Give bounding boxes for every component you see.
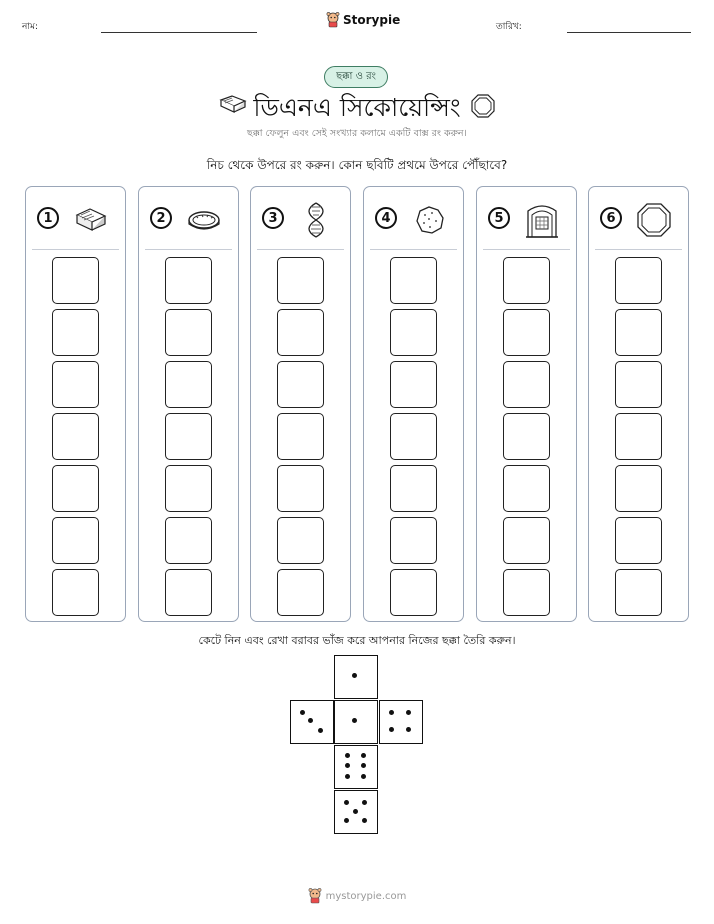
- color-box[interactable]: [503, 257, 550, 304]
- column-5: [476, 186, 577, 622]
- color-box[interactable]: [277, 465, 324, 512]
- temple-icon: [523, 201, 561, 239]
- name-field[interactable]: [101, 32, 257, 33]
- color-box[interactable]: [615, 569, 662, 616]
- die-face-1: [334, 655, 378, 699]
- color-box[interactable]: [615, 361, 662, 408]
- color-box[interactable]: [615, 413, 662, 460]
- mascot-icon: [326, 12, 340, 28]
- color-box[interactable]: [615, 309, 662, 356]
- subtitle: ছক্কা ফেলুন এবং সেই সংখ্যার কলামে একটি বাক্স রং করুন।: [247, 128, 467, 139]
- color-box[interactable]: [390, 257, 437, 304]
- color-box[interactable]: [390, 569, 437, 616]
- date-label: তারিখ:: [496, 22, 522, 32]
- color-box[interactable]: [277, 309, 324, 356]
- color-box[interactable]: [52, 517, 99, 564]
- footer-url[interactable]: mystorypie.com: [325, 890, 407, 902]
- color-box[interactable]: [503, 517, 550, 564]
- column-number: 5: [488, 207, 510, 229]
- column-2: [138, 186, 239, 622]
- color-box[interactable]: [615, 257, 662, 304]
- column-number: 3: [262, 207, 284, 229]
- open-book-icon: [72, 201, 110, 239]
- die-face-4: [379, 700, 423, 744]
- color-box[interactable]: [390, 309, 437, 356]
- color-box[interactable]: [503, 309, 550, 356]
- color-box[interactable]: [277, 517, 324, 564]
- color-box[interactable]: [390, 413, 437, 460]
- date-field[interactable]: [567, 32, 691, 33]
- color-box[interactable]: [277, 569, 324, 616]
- column-number: 1: [37, 207, 59, 229]
- column-number: 4: [375, 207, 397, 229]
- die-face-6: [334, 745, 378, 789]
- color-box[interactable]: [503, 465, 550, 512]
- color-box[interactable]: [165, 413, 212, 460]
- dna-helix-icon: [297, 201, 335, 239]
- brand-name: Storypie: [343, 13, 401, 27]
- color-box[interactable]: [165, 361, 212, 408]
- color-box[interactable]: [52, 309, 99, 356]
- activity-badge: ছক্কা ও রং: [324, 66, 388, 88]
- die-net: [290, 655, 440, 837]
- color-box[interactable]: [52, 465, 99, 512]
- octagon-coin-icon: [470, 93, 496, 119]
- color-box[interactable]: [615, 517, 662, 564]
- color-box[interactable]: [390, 361, 437, 408]
- column-number: 2: [150, 207, 172, 229]
- brand-logo: [326, 12, 400, 28]
- column-number: 6: [600, 207, 622, 229]
- color-box[interactable]: [165, 569, 212, 616]
- die-face-3: [290, 700, 334, 744]
- color-box[interactable]: [503, 361, 550, 408]
- color-box[interactable]: [52, 413, 99, 460]
- column-4: [363, 186, 464, 622]
- color-box[interactable]: [52, 569, 99, 616]
- color-box[interactable]: [390, 465, 437, 512]
- color-box[interactable]: [615, 465, 662, 512]
- color-box[interactable]: [503, 569, 550, 616]
- color-box[interactable]: [52, 257, 99, 304]
- color-box[interactable]: [165, 517, 212, 564]
- color-box[interactable]: [390, 517, 437, 564]
- color-box[interactable]: [165, 257, 212, 304]
- column-3: [250, 186, 351, 622]
- color-box[interactable]: [52, 361, 99, 408]
- color-box[interactable]: [277, 361, 324, 408]
- color-box[interactable]: [165, 465, 212, 512]
- column-1: [25, 186, 126, 622]
- color-box[interactable]: [277, 257, 324, 304]
- column-6: [588, 186, 689, 622]
- ring-icon: [185, 201, 223, 239]
- name-label: নাম:: [22, 22, 39, 32]
- page-title: ডিএনএ সিকোয়েন্সিং: [253, 93, 461, 122]
- mascot-icon: [308, 888, 322, 904]
- color-box[interactable]: [165, 309, 212, 356]
- color-box[interactable]: [277, 413, 324, 460]
- instruction-text: নিচ থেকে উপরে রং করুন। কোন ছবিটি প্রথমে উপরে পৌঁছাবে?: [206, 158, 508, 172]
- cut-instruction: কেটে নিন এবং রেখা বরাবর ভাঁজ করে আপনার নিজের ছক্কা তৈরি করুন।: [198, 634, 516, 647]
- footer: [0, 888, 714, 904]
- rock-icon: [410, 201, 448, 239]
- die-face-5: [334, 790, 378, 834]
- die-face-center: [334, 700, 378, 744]
- octagon-coin-icon: [635, 201, 673, 239]
- color-box[interactable]: [503, 413, 550, 460]
